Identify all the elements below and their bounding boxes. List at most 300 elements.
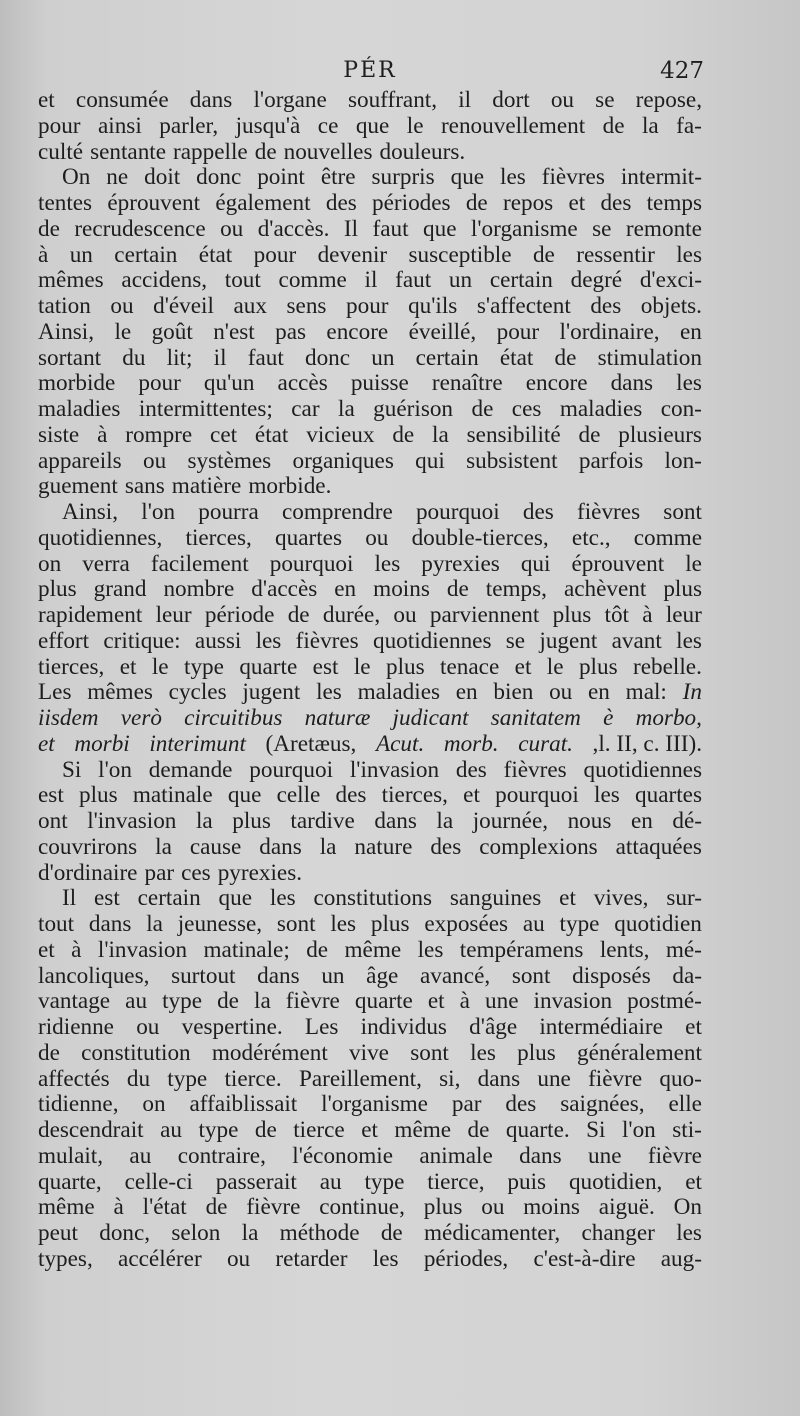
word: est	[38, 782, 64, 809]
word: repose,	[635, 87, 702, 113]
word: passerait	[215, 1168, 297, 1195]
word: en	[455, 679, 478, 706]
text-line	[38, 964, 702, 990]
word: subsistent	[466, 447, 558, 474]
word: On	[62, 164, 91, 191]
word: que	[450, 164, 485, 191]
word: quotidiennes,	[38, 524, 163, 551]
word: con-	[660, 396, 702, 422]
word: l'état	[142, 1194, 187, 1221]
text-line	[38, 1170, 702, 1196]
word: des	[600, 190, 632, 216]
word: d'accès	[251, 576, 318, 603]
word: de	[578, 421, 601, 448]
word: ou	[110, 293, 134, 319]
word: matinale	[132, 782, 213, 809]
word: ou	[365, 524, 389, 551]
word: doit	[144, 164, 181, 191]
word: certain	[137, 885, 201, 912]
word: en	[630, 808, 653, 834]
word: les	[417, 936, 444, 963]
word: postmé-	[627, 988, 702, 1015]
word: et	[685, 1168, 702, 1195]
word: quo-	[659, 1065, 702, 1092]
word: stimulation	[597, 344, 702, 371]
text-line	[38, 1195, 702, 1221]
word: maladies	[38, 396, 121, 422]
word: se	[595, 87, 615, 113]
word: par	[144, 859, 175, 886]
word: leur	[665, 602, 702, 628]
word: consumée	[75, 87, 169, 113]
word: on	[38, 550, 62, 577]
word: animale	[419, 1142, 493, 1169]
word: accès	[277, 370, 328, 397]
word: l'on	[98, 756, 132, 783]
word: cet	[210, 421, 238, 448]
word: et	[38, 730, 55, 757]
word: type	[167, 1065, 208, 1092]
word: systèmes	[187, 447, 272, 474]
word: avancé,	[420, 962, 491, 989]
word: tempéramens	[459, 936, 584, 963]
word: l'on	[621, 1117, 656, 1143]
word: jusqu'à	[235, 112, 301, 139]
word: celle-ci	[124, 1168, 193, 1195]
word: l'invasion	[349, 756, 440, 783]
word: selon	[171, 1220, 221, 1246]
word: l'organisme	[470, 215, 578, 242]
word: aug-	[660, 1245, 702, 1272]
word: la	[436, 808, 454, 834]
word: en	[588, 679, 610, 706]
word: iisdem	[38, 705, 99, 731]
word: type	[198, 1117, 239, 1143]
word: pour	[496, 318, 540, 345]
word: plus	[385, 653, 425, 680]
word: tentes	[38, 190, 93, 216]
word: tierce,	[427, 1168, 485, 1195]
text-line	[38, 1041, 702, 1067]
word: de	[287, 602, 310, 628]
text-body	[38, 88, 702, 1273]
word: aussi	[194, 627, 242, 654]
word: dans	[519, 1142, 562, 1169]
word: descendrait	[38, 1117, 144, 1143]
word: modérément	[211, 1039, 328, 1066]
word: verò	[120, 705, 162, 731]
word: au	[129, 1142, 152, 1169]
word: point	[257, 164, 305, 191]
word: ou	[481, 1194, 505, 1221]
word: la	[155, 833, 172, 860]
word: au	[319, 1168, 342, 1195]
word: périodes,	[423, 1245, 509, 1272]
word: de	[254, 138, 277, 165]
word: les	[500, 164, 526, 191]
text-line	[38, 989, 702, 1015]
word: ou	[393, 602, 417, 628]
text-line	[38, 835, 702, 861]
word: sans	[124, 473, 165, 500]
word: pour	[138, 370, 181, 397]
word: type	[162, 988, 203, 1015]
word: intermédiaire	[539, 1014, 663, 1040]
word: état	[198, 241, 233, 268]
word: sensibilité	[466, 421, 561, 448]
word: de	[467, 1117, 490, 1143]
text-line	[38, 680, 702, 706]
word: puis	[507, 1168, 547, 1195]
word: lon-	[664, 447, 702, 474]
word: ne	[106, 164, 129, 191]
word: ces	[181, 859, 211, 886]
word: accélérer	[118, 1245, 202, 1272]
word: que	[423, 215, 457, 242]
word: des	[430, 833, 462, 860]
word: les	[330, 911, 357, 937]
word: un	[321, 962, 345, 989]
word: maladies	[559, 396, 643, 422]
word: d'éveil	[153, 293, 214, 319]
word: quarte	[239, 653, 298, 680]
word: plus	[370, 911, 410, 937]
word: objets.	[640, 293, 702, 319]
word: des	[335, 782, 367, 809]
word: intermittentes;	[138, 396, 273, 422]
word: et	[38, 936, 55, 963]
word: Il	[62, 885, 77, 912]
word: Les	[304, 1014, 339, 1040]
word: que	[227, 782, 262, 809]
word: constitutions	[313, 885, 433, 912]
word: l'organisme	[321, 1091, 428, 1118]
word: parler,	[159, 112, 219, 139]
word: achèvent	[563, 576, 647, 603]
word: Pareillement,	[298, 1065, 422, 1092]
word: âge	[366, 962, 399, 989]
word: est	[94, 885, 120, 912]
text-line	[38, 1247, 702, 1273]
word: etc.,	[571, 524, 611, 551]
word: aiguë.	[598, 1194, 655, 1221]
word: tierces,	[185, 524, 252, 551]
word: certain	[489, 267, 553, 294]
word: dort	[492, 87, 530, 113]
text-line	[38, 1067, 702, 1093]
word: l'invasion	[87, 808, 177, 834]
text-line	[38, 371, 702, 397]
word: vives,	[593, 885, 649, 912]
word: quarte,	[38, 1168, 102, 1195]
word: vespertine.	[181, 1014, 283, 1040]
word: curat.	[518, 730, 573, 757]
word: mal:	[625, 679, 667, 706]
word: ,l. II, c. III).	[592, 730, 702, 757]
word: renaître	[431, 370, 503, 397]
word: tidienne,	[38, 1091, 119, 1118]
word: avant	[611, 627, 662, 654]
text-line	[38, 217, 702, 243]
word: encore	[525, 370, 588, 397]
word: plus	[78, 782, 118, 809]
word: sanitatem	[490, 705, 581, 731]
word: invasion	[533, 988, 613, 1015]
word: guement	[38, 473, 118, 500]
word: quotidiennes	[583, 756, 702, 783]
word: fièvre	[588, 1065, 643, 1092]
word: dans	[189, 87, 233, 113]
word: d'exci-	[639, 267, 702, 294]
text-line	[38, 449, 702, 475]
word: mé-	[665, 936, 702, 963]
word: critique:	[103, 627, 181, 654]
word: état	[254, 421, 289, 448]
word: disposés	[572, 962, 651, 989]
word: donc	[196, 164, 242, 191]
word: nouvelles	[283, 138, 373, 165]
word: au	[522, 911, 545, 937]
word: au	[125, 988, 148, 1015]
word: quotidiennes	[372, 627, 492, 654]
word: c'est-à-dire	[533, 1245, 636, 1272]
word: être	[320, 164, 356, 191]
word: type	[364, 1168, 405, 1195]
word: des	[325, 190, 357, 216]
word: contraire,	[177, 1142, 266, 1169]
word: il	[364, 267, 378, 294]
word: pyrexies	[421, 550, 500, 577]
word: à	[459, 988, 470, 1015]
word: les	[470, 1039, 496, 1066]
word: la	[241, 1220, 259, 1246]
word: vive	[349, 1039, 389, 1066]
word: rompre	[125, 421, 193, 448]
word: à	[113, 1194, 124, 1221]
word: faut	[395, 267, 432, 294]
text-line	[38, 397, 702, 423]
word: interimunt	[149, 730, 246, 757]
word: souffrant,	[347, 87, 438, 113]
text-line	[38, 243, 702, 269]
word: journée,	[472, 808, 549, 834]
word: dans	[477, 1065, 521, 1092]
word: au	[160, 1117, 182, 1143]
word: on	[142, 1091, 166, 1118]
word: douleurs.	[379, 138, 466, 165]
word: organiques	[292, 447, 394, 474]
word: sanguines	[449, 885, 542, 912]
word: fièvre	[647, 1142, 702, 1169]
text-line	[38, 629, 702, 655]
word: mêmes	[38, 267, 104, 294]
word: temps,	[485, 576, 547, 603]
word: fièvres	[503, 756, 567, 783]
word: grand	[93, 576, 147, 603]
text-line	[38, 88, 702, 114]
word: intermit-	[620, 164, 702, 191]
word: également	[215, 190, 311, 216]
word: de	[602, 112, 625, 139]
word: individus	[360, 1014, 447, 1040]
word: In	[682, 679, 702, 706]
word: éprouvent	[107, 190, 201, 216]
word: les	[676, 1220, 702, 1246]
word: dans	[257, 962, 300, 989]
word: pourra	[198, 499, 259, 525]
text-line	[38, 938, 702, 964]
word: n'est	[213, 318, 255, 345]
word: retarder	[275, 1245, 348, 1272]
text-line	[38, 809, 702, 835]
word: ces	[511, 396, 542, 422]
word: mêmes	[87, 679, 153, 706]
word: complexions	[479, 833, 598, 860]
word: jeunesse,	[177, 911, 263, 937]
word: ce	[317, 112, 339, 139]
word: elle	[668, 1091, 702, 1118]
word: tout	[38, 911, 75, 937]
word: (Aretæus,	[265, 730, 357, 757]
word: que	[355, 112, 390, 139]
running-head: PÉR	[343, 58, 397, 83]
word: pour	[38, 112, 81, 139]
text-line	[38, 320, 702, 346]
word: et	[38, 87, 55, 113]
word: vantage	[38, 988, 111, 1015]
word: car	[291, 396, 320, 422]
word: tierces,	[381, 782, 448, 809]
word: de	[532, 241, 555, 268]
word: recrudescence	[74, 215, 206, 242]
word: et	[463, 782, 480, 809]
word: demande	[148, 756, 233, 783]
word: les	[255, 627, 282, 654]
word: dé-	[672, 808, 702, 834]
word: ou	[220, 215, 244, 242]
word: généralement	[577, 1039, 702, 1066]
word: saignées,	[560, 1091, 645, 1118]
word: sentante	[90, 138, 167, 165]
word: è	[603, 705, 614, 731]
word: la	[319, 833, 337, 860]
word: et	[559, 885, 576, 912]
text-line	[38, 577, 702, 603]
word: que	[218, 885, 253, 912]
word: maladies	[357, 679, 441, 706]
word: plus	[552, 602, 592, 628]
word: goût	[151, 318, 193, 345]
word: à	[97, 421, 108, 448]
word: si,	[439, 1065, 461, 1092]
word: des	[505, 1091, 537, 1118]
word: moins	[523, 1194, 580, 1221]
word: rappelle	[173, 138, 248, 165]
word: l'invasion	[97, 936, 188, 963]
word: le	[546, 653, 564, 680]
word: parviennent	[429, 602, 540, 628]
text-line	[38, 886, 702, 912]
word: susceptible	[408, 241, 512, 268]
word: mulait,	[38, 1142, 104, 1169]
text-line	[38, 758, 702, 784]
word: l'économie	[292, 1142, 394, 1169]
word: bien	[493, 679, 534, 706]
text-line	[38, 603, 702, 629]
word: de	[205, 1194, 228, 1221]
word: ont	[38, 808, 68, 834]
word: dans	[88, 911, 132, 937]
word: du	[122, 344, 146, 371]
word: sortant	[38, 344, 102, 371]
word: même	[344, 936, 402, 963]
word: surtout	[171, 962, 236, 989]
word: de	[446, 576, 469, 603]
word: morbide	[38, 370, 116, 397]
word: qui	[520, 550, 551, 577]
word: degré	[570, 267, 623, 294]
word: morbi	[74, 730, 130, 757]
word: dans	[259, 833, 302, 860]
word: effort	[38, 627, 90, 654]
text-line	[38, 1118, 702, 1144]
word: les	[594, 782, 620, 809]
word: des	[455, 756, 487, 783]
word: qu'un	[203, 370, 255, 397]
word: tôt	[604, 602, 629, 628]
word: sti-	[672, 1117, 702, 1143]
word: médicamenter,	[424, 1220, 561, 1246]
word: une	[537, 1065, 571, 1092]
text-line	[38, 655, 702, 681]
word: durée,	[322, 602, 381, 628]
text-line	[38, 294, 702, 320]
word: à	[38, 241, 49, 268]
word: du	[126, 1065, 151, 1092]
word: matinale;	[203, 936, 290, 963]
word: plus	[517, 1039, 556, 1066]
word: le	[114, 318, 132, 345]
word: il	[458, 87, 472, 113]
word: périodes	[372, 190, 451, 216]
word: rapidement	[38, 602, 143, 628]
word: d'ordinaire	[38, 859, 138, 886]
word: continue,	[319, 1194, 405, 1221]
text-line	[38, 268, 702, 294]
word: lancoliques,	[38, 962, 150, 989]
word: surpris	[371, 164, 435, 191]
word: Si	[586, 1117, 606, 1143]
word: fièvre	[246, 1194, 301, 1221]
word: plus	[232, 808, 271, 834]
word: temps	[646, 190, 702, 216]
word: d'accès.	[257, 215, 330, 242]
word: comme	[278, 267, 347, 294]
word: et	[427, 988, 445, 1015]
word: un	[448, 267, 473, 294]
word: leur	[155, 602, 192, 628]
word: et	[361, 1117, 378, 1143]
text-line	[38, 706, 702, 732]
word: morbide.	[248, 473, 332, 500]
word: ou	[143, 447, 167, 474]
word: quarte.	[505, 1117, 570, 1143]
word: le	[685, 550, 702, 577]
word: il	[213, 344, 227, 371]
word: ridienne	[38, 1014, 114, 1040]
word: se	[592, 215, 612, 242]
word: affectés	[38, 1065, 110, 1092]
